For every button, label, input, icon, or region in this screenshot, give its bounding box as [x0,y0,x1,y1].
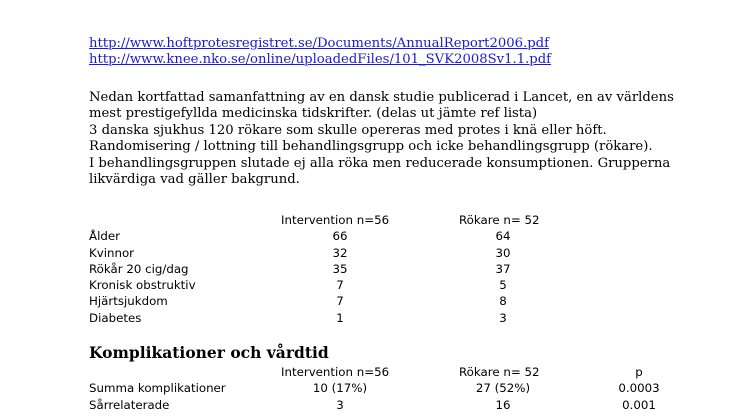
col-header-p: p [635,365,643,379]
summary-line: likvärdiga vad gäller bakgrund. [89,172,300,188]
reference-links [89,36,551,68]
summary-line: mest prestigefyllda medicinska tidskrifter. (delas ut jämte ref lista) [89,106,538,122]
summary-line: 3 danska sjukhus 120 rökare som skulle opereras med protes i knä eller höft. [89,122,607,138]
cell-intervention: 10 (17%) [312,381,368,396]
cell-p-value: 0.001 [622,397,656,412]
col-header-rokare: Rökare n= 52 [459,365,540,379]
cell-intervention: 3 [336,397,344,412]
cell-intervention: 66 [332,229,348,244]
cell-intervention: 32 [332,245,348,260]
row-label: Sårrelaterade [89,397,170,412]
row-label: Ålder [89,229,120,244]
cell-intervention: 1 [336,310,344,325]
cell-intervention: 7 [336,278,344,293]
link-hip-registry-report[interactable]: http://www.hoftprotesregistret.se/Documents/AnnualReport2006.pdf [89,36,549,51]
study-summary [89,90,674,188]
summary-line: Randomisering / lottning till behandlingsgrupp och icke behandlingsgrupp (rökare). [89,139,653,155]
cell-rokare: 27 (52%) [475,381,531,396]
complications-heading: Komplikationer och vårdtid [89,343,329,362]
cell-rokare: 37 [495,261,511,276]
cell-intervention: 35 [332,261,348,276]
summary-line: I behandlingsgruppen slutade ej alla röka men reducerade konsumptionen. Grupperna [89,155,671,171]
cell-rokare: 3 [499,310,507,325]
col-header-rokare: Rökare n= 52 [459,213,540,227]
cell-rokare: 8 [499,294,507,309]
cell-intervention: 7 [336,294,344,309]
col-header-intervention: Intervention n=56 [281,365,390,379]
row-label: Kronisk obstruktiv [89,278,196,293]
cell-rokare: 5 [499,278,507,293]
row-label: Rökår 20 cig/dag [89,261,189,276]
row-label: Summa komplikationer [89,381,226,396]
summary-line: Nedan kortfattad samanfattning av en dansk studie publicerad i Lancet, en av världens [89,90,674,105]
row-label: Diabetes [89,310,142,325]
row-label: Kvinnor [89,245,135,260]
row-label: Hjärtsjukdom [89,294,168,309]
link-knee-registry-report[interactable]: http://www.knee.nko.se/online/uploadedFiles/101_SVK2008Sv1.1.pdf [89,52,552,67]
cell-rokare: 64 [495,229,511,244]
cell-rokare: 30 [495,245,511,260]
cell-rokare: 16 [495,397,511,412]
col-header-intervention: Intervention n=56 [281,213,390,227]
cell-p-value: 0.0003 [618,381,660,396]
